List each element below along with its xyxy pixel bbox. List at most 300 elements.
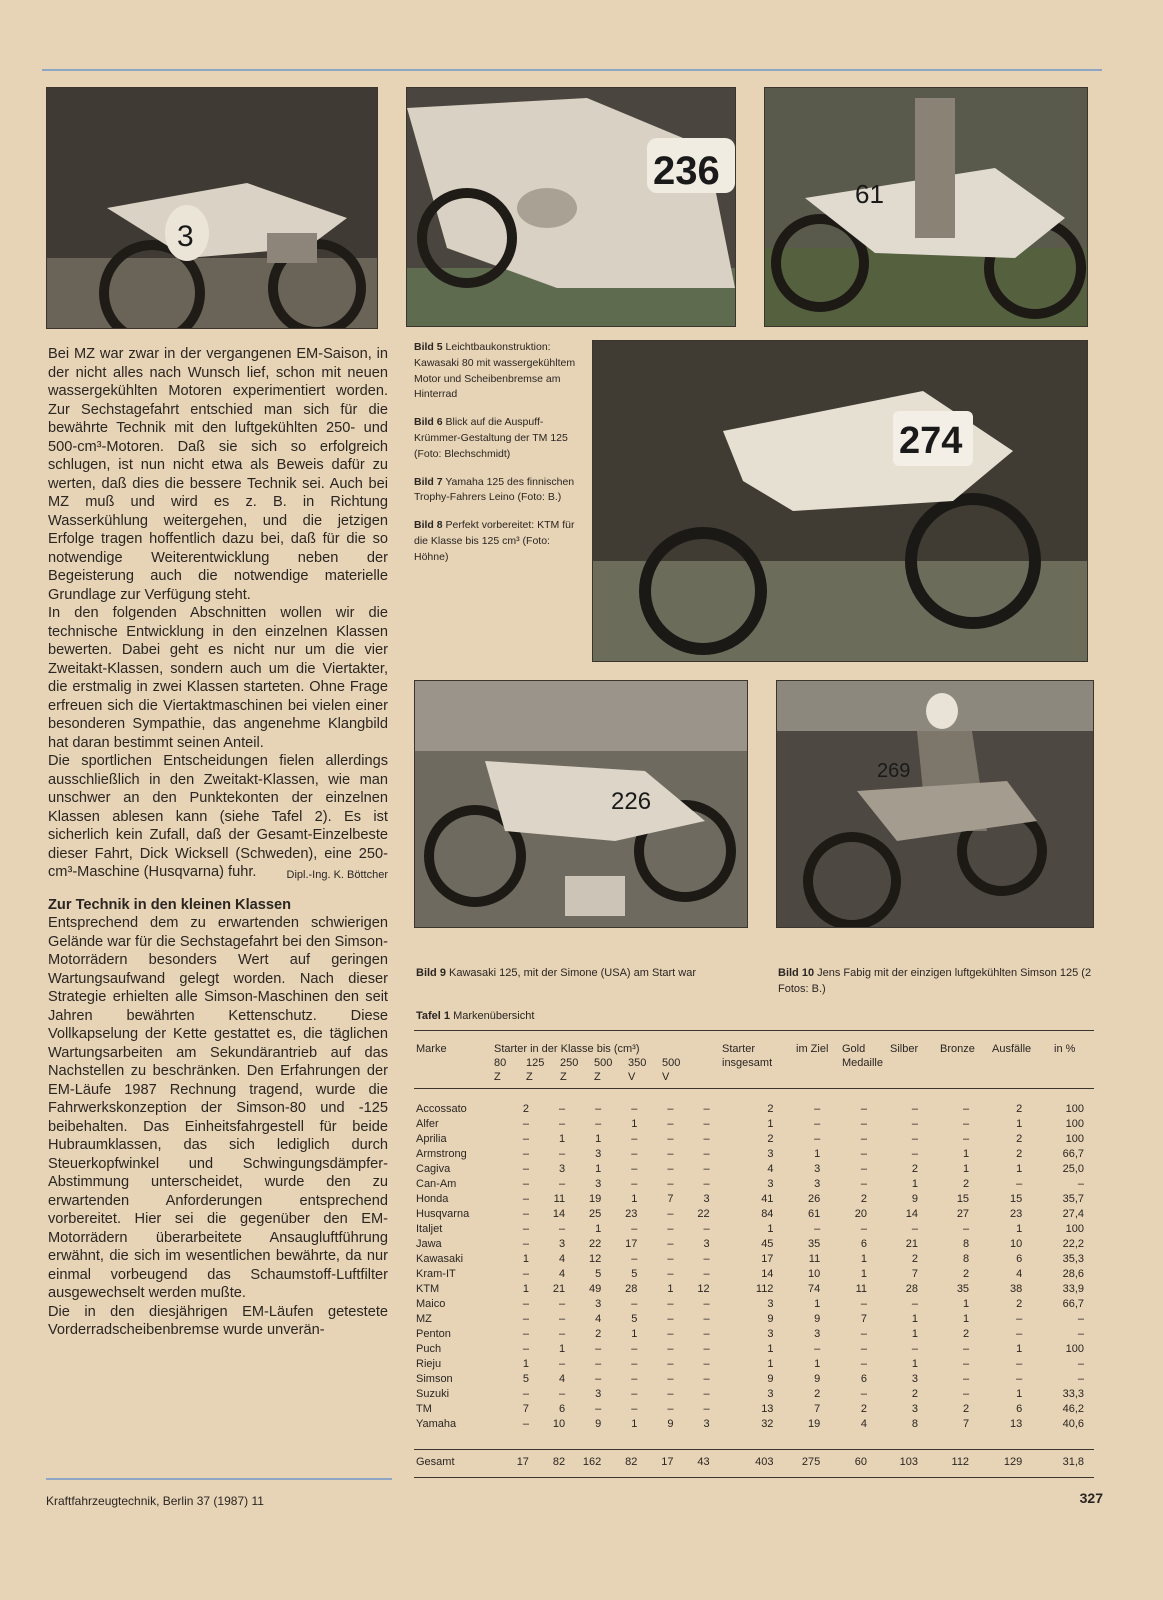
cell-value: – (667, 1343, 674, 1355)
cell-value: – (1016, 1373, 1023, 1385)
cell-value: 1 (1016, 1163, 1023, 1175)
cell-value: – (631, 1148, 638, 1160)
cell-value: 10 (1009, 1238, 1023, 1250)
cell-value: 35,3 (1062, 1253, 1084, 1265)
cell-value: 35 (807, 1238, 821, 1250)
cell-value: 1 (1016, 1118, 1023, 1130)
cell-value: 100 (1065, 1133, 1084, 1145)
cell-value: 2 (767, 1133, 774, 1145)
cell-value: 33,9 (1062, 1283, 1084, 1295)
cell-value: – (860, 1133, 867, 1145)
cell-value: 28 (905, 1283, 919, 1295)
cell-value: – (1016, 1178, 1023, 1190)
cell-value: 3 (595, 1388, 602, 1400)
cell-value: – (558, 1223, 566, 1235)
table-row (414, 1177, 1086, 1192)
cell-value: – (558, 1103, 566, 1115)
cell-value: 2 (962, 1178, 970, 1190)
cell-value: 1 (814, 1298, 821, 1310)
cell-value: 5 (522, 1373, 529, 1385)
cell-value: 2 (1016, 1103, 1023, 1115)
th-class-type: V (628, 1071, 636, 1083)
cell-value: 1 (767, 1358, 774, 1370)
photo-number-plate: 269 (877, 760, 911, 782)
cell-value: – (860, 1178, 867, 1190)
table-row (414, 1252, 1086, 1267)
cell-value: – (860, 1388, 867, 1400)
table-row (414, 1117, 1086, 1132)
cell-value: 3 (703, 1193, 710, 1205)
cell-value: – (667, 1328, 674, 1340)
cell-value: – (667, 1253, 674, 1265)
cell-value: – (1016, 1358, 1023, 1370)
cell-value: 6 (1016, 1253, 1023, 1265)
cell-value: 2 (962, 1403, 970, 1415)
cell-value: – (814, 1223, 821, 1235)
cell-value: 43 (697, 1456, 710, 1468)
cell-value: 27,4 (1062, 1208, 1084, 1220)
cell-value: 82 (625, 1456, 638, 1468)
cell-value: – (1016, 1313, 1023, 1325)
cell-value: 3 (767, 1178, 774, 1190)
cell-value: 66,7 (1062, 1148, 1084, 1160)
captions-block (414, 340, 582, 578)
cell-value: 74 (807, 1283, 821, 1295)
table-row (414, 1237, 1086, 1252)
table-title: Tafel 1 Markenübersicht (416, 1010, 535, 1022)
th-class: 500 (662, 1057, 681, 1069)
cell-value: – (1077, 1178, 1084, 1190)
cell-value: 23 (1009, 1208, 1023, 1220)
cell-value: 3 (767, 1148, 774, 1160)
cell-value: 11 (553, 1193, 566, 1205)
cell-value: 35,7 (1062, 1193, 1084, 1205)
table-row (414, 1282, 1086, 1297)
brand-table (414, 1102, 1086, 1432)
th-silber: Silber (890, 1043, 919, 1055)
cell-value: – (703, 1313, 710, 1325)
table-rule-total (414, 1449, 1094, 1450)
cell-marke: Yamaha (416, 1418, 457, 1430)
th-class: 350 (628, 1057, 647, 1069)
cell-value: 8 (962, 1238, 970, 1250)
cell-value: 1 (767, 1118, 774, 1130)
cell-value: – (703, 1343, 710, 1355)
cell-marke: Kram-IT (416, 1268, 456, 1280)
photo-number-plate: 61 (855, 179, 884, 209)
cell-value: – (595, 1103, 602, 1115)
cell-value: – (522, 1343, 529, 1355)
cell-value: 4 (1016, 1268, 1023, 1280)
th-gold: Gold (842, 1043, 866, 1055)
cell-value: 2 (962, 1268, 970, 1280)
table-row (414, 1207, 1086, 1222)
cell-value: 9 (595, 1418, 602, 1430)
bottom-rule (46, 1478, 392, 1480)
cell-value: 38 (1009, 1283, 1023, 1295)
cell-value: 15 (956, 1193, 970, 1205)
cell-value: 11 (855, 1283, 867, 1295)
cell-marke: Can-Am (416, 1178, 457, 1190)
photo-number-plate: 3 (177, 220, 194, 253)
cell-value: – (631, 1178, 638, 1190)
cell-value: 129 (1003, 1456, 1023, 1468)
cell-value: – (1077, 1328, 1084, 1340)
cell-value: – (558, 1148, 566, 1160)
cell-value: 1 (522, 1253, 529, 1265)
cell-value: – (522, 1118, 529, 1130)
cell-value: – (911, 1133, 919, 1145)
cell-value: – (667, 1403, 674, 1415)
cell-value: – (522, 1178, 529, 1190)
th-class-type: Z (494, 1071, 501, 1083)
table-row (414, 1372, 1086, 1387)
cell-value: – (631, 1253, 638, 1265)
cell-value: 32 (761, 1418, 774, 1430)
cell-value: 1 (860, 1268, 867, 1280)
cell-value: 3 (703, 1238, 710, 1250)
cell-marke: Honda (416, 1193, 449, 1205)
cell-value: 3 (558, 1238, 566, 1250)
cell-value: – (703, 1223, 710, 1235)
cell-marke: Cagiva (416, 1163, 451, 1175)
cell-value: 3 (703, 1418, 710, 1430)
cell-value: – (911, 1148, 919, 1160)
caption-bild-5: Bild 5 Leichtbaukonstruktion: Kawasaki 80 mit wassergekühltem Motor und Scheibenbremse am Hinterrad (414, 341, 576, 401)
cell-value: – (522, 1133, 529, 1145)
cell-value: – (631, 1223, 638, 1235)
cell-value: 3 (911, 1373, 919, 1385)
cell-value: – (860, 1163, 867, 1175)
cell-value: 1 (814, 1358, 821, 1370)
cell-marke: Jawa (416, 1238, 442, 1250)
cell-value: 19 (588, 1193, 602, 1205)
cell-value: – (522, 1163, 529, 1175)
cell-value: 112 (755, 1283, 774, 1295)
cell-marke: Simson (416, 1373, 453, 1385)
cell-value: 3 (595, 1298, 602, 1310)
cell-value: 1 (631, 1418, 638, 1430)
cell-value: 2 (1016, 1148, 1023, 1160)
cell-value: 35 (956, 1283, 970, 1295)
cell-value: 9 (767, 1313, 774, 1325)
brand-table-total (414, 1455, 1086, 1470)
table-row (414, 1387, 1086, 1402)
cell-value: 22 (697, 1208, 710, 1220)
th-class-type: V (662, 1071, 670, 1083)
cell-value: 10 (552, 1418, 566, 1430)
cell-value: – (703, 1298, 710, 1310)
cell-marke: Penton (416, 1328, 451, 1340)
cell-value: 2 (911, 1163, 919, 1175)
cell-value: – (522, 1148, 529, 1160)
cell-value: 31,8 (1062, 1456, 1084, 1468)
cell-value: 162 (582, 1456, 602, 1468)
cell-value: 5 (631, 1313, 638, 1325)
cell-value: 5 (595, 1268, 602, 1280)
cell-value: 3 (814, 1178, 821, 1190)
cell-value: – (631, 1163, 638, 1175)
th-marke: Marke (416, 1043, 447, 1055)
cell-value: – (962, 1358, 970, 1370)
table-row (414, 1132, 1086, 1147)
cell-value: 23 (625, 1208, 638, 1220)
cell-marke: Italjet (416, 1223, 443, 1235)
cell-value: 8 (962, 1253, 970, 1265)
photo-number-plate: 236 (653, 149, 720, 193)
cell-value: 17 (625, 1238, 638, 1250)
cell-value: 12 (697, 1283, 710, 1295)
cell-marke: KTM (416, 1283, 440, 1295)
cell-value: – (962, 1118, 970, 1130)
cell-value: 26 (807, 1193, 821, 1205)
cell-value: – (631, 1298, 638, 1310)
photo-kawasaki-80 (46, 87, 378, 329)
cell-value: – (631, 1133, 638, 1145)
cell-value: 3 (767, 1388, 774, 1400)
th-medaille: Medaille (842, 1057, 883, 1069)
cell-value: – (1016, 1328, 1023, 1340)
cell-value: – (558, 1298, 566, 1310)
caption-bild-9: Bild 9 Kawasaki 125, mit der Simone (USA) am Start war (416, 967, 696, 979)
journal-footer: Kraftfahrzeugtechnik, Berlin 37 (1987) 11 (46, 1494, 264, 1508)
cell-value: – (860, 1223, 867, 1235)
cell-value: 27 (956, 1208, 970, 1220)
cell-value: 46,2 (1062, 1403, 1084, 1415)
cell-value: 403 (755, 1456, 774, 1468)
cell-value: – (1077, 1313, 1084, 1325)
table-row (414, 1222, 1086, 1237)
cell-value: – (962, 1103, 970, 1115)
cell-value: 275 (801, 1456, 821, 1468)
cell-value: – (962, 1388, 970, 1400)
photo-ktm-125 (592, 340, 1088, 662)
photo-yamaha-125 (764, 87, 1088, 327)
photo-number-plate: 226 (611, 788, 652, 815)
cell-value: – (703, 1163, 710, 1175)
cell-value: 33,3 (1062, 1388, 1084, 1400)
cell-value: 100 (1065, 1118, 1084, 1130)
th-bronze: Bronze (940, 1043, 975, 1055)
table-row (414, 1102, 1086, 1117)
cell-value: 1 (911, 1358, 919, 1370)
table-rule-top (414, 1030, 1094, 1031)
cell-value: – (522, 1298, 529, 1310)
cell-value: – (522, 1193, 529, 1205)
cell-value: 45 (761, 1238, 774, 1250)
cell-value: 1 (962, 1313, 970, 1325)
cell-value: – (667, 1223, 674, 1235)
th-class-type: Z (526, 1071, 533, 1083)
cell-value: 2 (962, 1328, 970, 1340)
cell-value: – (911, 1223, 919, 1235)
paragraph-text: Die sportlichen Entscheidungen fielen allerdings ausschließlich in den Zweitakt-Klassen, wie man unschwer an den Punktekonten der einzelnen Klassen ablesen kann (siehe Tafel 2). Es ist sicherlich kein Zufall, daß der Gesamt-Einzelbeste dieser Fahrt, Dick Wicksell (Schweden), eine 250-cm³-Maschine (Husqvarna) fuhr. (48, 753, 388, 880)
cell-value: 17 (661, 1456, 674, 1468)
cell-value: – (860, 1328, 867, 1340)
cell-value: 1 (911, 1178, 919, 1190)
cell-value: 28,6 (1062, 1268, 1084, 1280)
cell-value: 100 (1065, 1223, 1084, 1235)
table-rule-head (414, 1088, 1094, 1089)
cell-marke: Armstrong (416, 1148, 467, 1160)
cell-marke: Husqvarna (416, 1208, 470, 1220)
cell-value: – (814, 1133, 821, 1145)
table-row (414, 1192, 1086, 1207)
cell-value: – (667, 1148, 674, 1160)
cell-value: 9 (911, 1193, 919, 1205)
cell-value: 49 (588, 1283, 602, 1295)
cell-value: – (911, 1298, 919, 1310)
cell-value: – (522, 1268, 529, 1280)
cell-value: 1 (631, 1118, 638, 1130)
cell-marke: Puch (416, 1343, 442, 1355)
cell-value: – (703, 1388, 710, 1400)
caption-bild-10: Bild 10 Jens Fabig mit der einzigen luftgekühlten Simson 125 (2 Fotos: B.) (778, 967, 1092, 995)
th-class: 125 (526, 1057, 545, 1069)
cell-value: 5 (631, 1268, 638, 1280)
cell-value: – (522, 1313, 529, 1325)
table-row (414, 1402, 1086, 1417)
cell-value: – (667, 1388, 674, 1400)
photo-tm-125 (406, 87, 736, 327)
cell-value: 4 (860, 1418, 867, 1430)
cell-value: 1 (962, 1298, 970, 1310)
cell-value: – (703, 1148, 710, 1160)
th-class-type: Z (594, 1071, 601, 1083)
table-row (414, 1357, 1086, 1372)
cell-value: 1 (558, 1343, 566, 1355)
th-class-type: Z (560, 1071, 567, 1083)
cell-marke: Accossato (416, 1103, 467, 1115)
cell-value: 1 (631, 1328, 638, 1340)
cell-value: 2 (522, 1103, 529, 1115)
cell-marke: Kawasaki (416, 1253, 464, 1265)
cell-value: 7 (667, 1193, 674, 1205)
cell-value: – (1077, 1358, 1084, 1370)
cell-value: 20 (854, 1208, 867, 1220)
cell-value: – (911, 1118, 919, 1130)
cell-value: – (667, 1118, 674, 1130)
table-row (414, 1267, 1086, 1282)
cell-value: 3 (595, 1178, 602, 1190)
cell-value: 3 (767, 1328, 774, 1340)
cell-value: 3 (595, 1148, 602, 1160)
cell-value: – (703, 1178, 710, 1190)
cell-value: 66,7 (1062, 1298, 1084, 1310)
cell-value: – (962, 1343, 970, 1355)
cell-value: – (667, 1103, 674, 1115)
top-rule (42, 69, 1102, 71)
cell-marke: Gesamt (416, 1456, 455, 1468)
cell-value: – (558, 1328, 566, 1340)
cell-value: – (703, 1373, 710, 1385)
cell-value: – (703, 1268, 710, 1280)
cell-value: – (860, 1118, 867, 1130)
cell-value: 1 (1016, 1223, 1023, 1235)
cell-value: 2 (860, 1193, 867, 1205)
cell-value: 2 (911, 1253, 919, 1265)
cell-value: – (595, 1403, 602, 1415)
cell-value: 11 (808, 1253, 821, 1265)
cell-value: – (962, 1133, 970, 1145)
cell-value: 22 (588, 1238, 602, 1250)
author-signature: Dipl.-Ing. K. Böttcher (286, 869, 388, 881)
cell-marke: Rieju (416, 1358, 442, 1370)
cell-value: 4 (558, 1373, 566, 1385)
cell-marke: MZ (416, 1313, 432, 1325)
cell-value: 1 (911, 1313, 919, 1325)
paragraph: Die in den diesjährigen EM-Läufen getestete Vorderradscheibenbremse wurde unverän- (48, 1303, 388, 1338)
section-heading: Zur Technik in den kleinen Klassen (48, 896, 292, 913)
cell-value: – (558, 1358, 566, 1370)
table-row (414, 1162, 1086, 1177)
cell-value: 2 (1016, 1133, 1023, 1145)
cell-value: – (631, 1388, 638, 1400)
th-starter-klasse: Starter in der Klasse bis (cm³) (494, 1043, 640, 1055)
cell-value: – (860, 1343, 867, 1355)
cell-value: – (962, 1373, 970, 1385)
cell-value: 7 (911, 1268, 919, 1280)
table-rule-bottom (414, 1477, 1094, 1478)
cell-value: – (911, 1343, 919, 1355)
cell-value: – (814, 1118, 821, 1130)
cell-value: – (522, 1223, 529, 1235)
caption-bild-6: Bild 6 Blick auf die Auspuff-Krümmer-Gestaltung der TM 125 (Foto: Blechschmidt) (414, 416, 568, 460)
cell-value: 103 (899, 1456, 919, 1468)
cell-value: 112 (951, 1456, 970, 1468)
cell-value: – (860, 1358, 867, 1370)
cell-value: 28 (625, 1283, 638, 1295)
cell-value: – (595, 1358, 602, 1370)
table-row (414, 1297, 1086, 1312)
cell-value: – (814, 1343, 821, 1355)
cell-value: – (703, 1328, 710, 1340)
cell-value: 84 (761, 1208, 774, 1220)
paragraph: In den folgenden Abschnitten wollen wir die technische Entwicklung in den einzelnen Klassen bewerten. Dabei geht es nicht nur um die vier Zweitakt-Klassen, sondern auch um die Viertakter, die erstmalig in zwei Klassen starteten. Ohne Frage erfreuen sich die Viertaktmaschinen bei vielen einer besonderen Sympathie, das angenehme Klangbild hat daran bestimmt seinen Anteil. (48, 605, 388, 751)
table-row (414, 1147, 1086, 1162)
cell-value: – (860, 1298, 867, 1310)
cell-value: 2 (911, 1388, 919, 1400)
cell-value: – (667, 1238, 674, 1250)
cell-value: – (595, 1373, 602, 1385)
caption-bild-8: Bild 8 Perfekt vorbereitet: KTM für die Klasse bis 125 cm³ (Foto: Höhne) (414, 519, 575, 563)
cell-value: – (558, 1178, 566, 1190)
cell-value: 3 (558, 1163, 566, 1175)
table-row (414, 1455, 1086, 1470)
cell-value: – (522, 1238, 529, 1250)
cell-value: 2 (1016, 1298, 1023, 1310)
cell-value: 10 (807, 1268, 821, 1280)
cell-value: – (595, 1343, 602, 1355)
cell-value: 21 (552, 1283, 566, 1295)
cell-value: 2 (860, 1403, 867, 1415)
cell-value: – (667, 1298, 674, 1310)
cell-value: 41 (761, 1193, 774, 1205)
cell-marke: Maico (416, 1298, 446, 1310)
cell-value: 1 (962, 1148, 970, 1160)
cell-value: 3 (814, 1328, 821, 1340)
cell-value: 9 (814, 1373, 821, 1385)
cell-value: – (595, 1118, 602, 1130)
cell-value: 14 (761, 1268, 774, 1280)
cell-value: – (667, 1268, 674, 1280)
cell-value: – (558, 1118, 566, 1130)
th-class: 250 (560, 1057, 579, 1069)
cell-value: 19 (807, 1418, 821, 1430)
cell-value: – (558, 1388, 566, 1400)
cell-value: 3 (814, 1163, 821, 1175)
cell-value: 14 (552, 1208, 566, 1220)
